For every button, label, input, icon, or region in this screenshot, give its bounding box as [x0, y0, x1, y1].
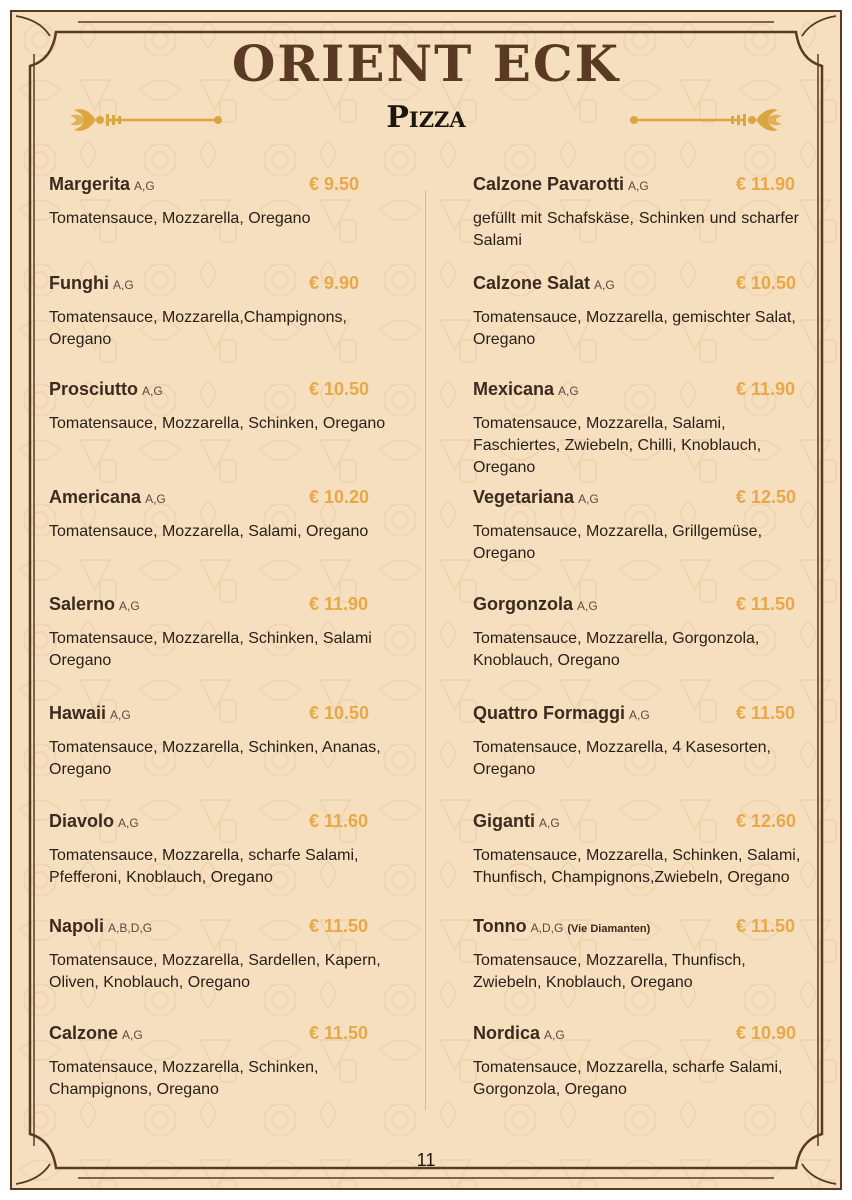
menu-item [473, 594, 823, 672]
item-price: € 12.60 [736, 811, 797, 831]
item-name: Prosciutto [49, 379, 139, 399]
item-allergens: A,G [577, 599, 598, 613]
item-allergens: A,G [628, 179, 649, 193]
item-name: Quattro Formaggi [473, 703, 625, 723]
item-description: Tomatensauce, Mozzarella, Schinken, Champignons, Oregano [49, 1059, 319, 1098]
item-price: € 11.50 [309, 916, 369, 936]
menu-item [49, 811, 399, 889]
item-name: Hawaii [49, 703, 107, 723]
menu-item [49, 916, 399, 994]
item-description: Tomatensauce, Mozzarella, 4 Kasesorten, Oregano [473, 739, 771, 778]
menu-item [473, 916, 823, 994]
item-allergens: A,G [142, 384, 163, 398]
item-price: € 10.90 [736, 1023, 797, 1043]
item-price: € 10.50 [309, 379, 370, 399]
item-name: Nordica [473, 1023, 541, 1043]
item-name: Calzone [49, 1023, 119, 1043]
item-allergens: A,G [134, 179, 155, 193]
menu-item [473, 487, 823, 565]
menu-item [473, 1023, 823, 1101]
item-allergens: A,G [122, 1028, 143, 1042]
item-allergens: A,G [558, 384, 579, 398]
item-allergens: A,G [539, 816, 560, 830]
item-name: Calzone Pavarotti [473, 174, 625, 194]
item-price: € 11.90 [736, 174, 796, 194]
item-description: Tomatensauce, Mozzarella, Schinken, Salami Oregano [49, 630, 372, 669]
menu-item [49, 379, 399, 435]
item-name: Vegetariana [473, 487, 575, 507]
item-name: Giganti [473, 811, 535, 831]
item-allergens: A,G [544, 1028, 565, 1042]
item-name: Gorgonzola [473, 594, 573, 614]
item-allergens: A,G [578, 492, 599, 506]
item-price: € 11.50 [736, 916, 796, 936]
item-price: € 11.90 [309, 594, 369, 614]
item-allergens: A,G [145, 492, 166, 506]
item-allergens: A,G [110, 708, 131, 722]
item-description: Tomatensauce, Mozzarella, Thunfisch, Zwiebeln, Knoblauch, Oregano [473, 952, 746, 991]
item-price: € 10.50 [309, 703, 370, 723]
section-title: Pizza [386, 100, 466, 135]
item-description: Tomatensauce, Mozzarella, scharfe Salami, Gorgonzola, Oregano [473, 1059, 783, 1098]
item-allergens: A,G [118, 816, 139, 830]
item-description: Tomatensauce, Mozzarella, Salami, Oregano [49, 523, 369, 540]
item-name: Funghi [49, 273, 109, 293]
item-name: Tonno [473, 916, 527, 936]
menu-item [473, 174, 823, 252]
item-allergens: A,G [119, 599, 140, 613]
item-description: Tomatensauce, Mozzarella, Grillgemüse, Oregano [473, 523, 763, 562]
menu-item [49, 174, 399, 230]
menu-item [473, 379, 823, 479]
item-description: Tomatensauce, Mozzarella, scharfe Salami, Pfefferoni, Knoblauch, Oregano [49, 847, 359, 886]
item-description: gefüllt mit Schafskäse, Schinken und scharfer Salami [473, 210, 799, 249]
item-name: Mexicana [473, 379, 555, 399]
column-divider [425, 190, 426, 1110]
item-allergens: A,B,D,G [108, 921, 153, 935]
item-allergens: A,G [112, 278, 134, 292]
item-name: Napoli [49, 916, 105, 936]
menu-item [49, 273, 399, 351]
item-description: Tomatensauce, Mozzarella, Sardellen, Kapern, Oliven, Knoblauch, Oregano [49, 952, 381, 991]
menu-item [473, 811, 823, 889]
item-description: Tomatensauce, Mozzarella, Schinken, Salami, Thunfisch, Champignons,Zwiebeln, Oregano [473, 847, 801, 886]
menu-item [473, 273, 823, 351]
menu-item [49, 703, 399, 781]
menu-item [49, 594, 399, 672]
item-price: € 9.90 [309, 273, 360, 293]
item-name: Diavolo [49, 811, 115, 831]
item-allergens: A,G [594, 278, 615, 292]
item-price: € 12.50 [736, 487, 797, 507]
item-name: Salerno [49, 594, 116, 614]
menu-item [49, 487, 399, 543]
menu-page [10, 10, 842, 1190]
item-name: Americana [49, 487, 142, 507]
item-allergens: A,D,G [530, 921, 564, 935]
item-name: Calzone Salat [473, 273, 591, 293]
item-description: Tomatensauce, Mozzarella, Schinken, Oregano [49, 415, 386, 432]
item-price: € 11.60 [309, 811, 369, 831]
menu-item [49, 1023, 399, 1101]
item-description: Tomatensauce, Mozzarella,Champignons, Oregano [49, 309, 347, 348]
item-allergens: A,G [629, 708, 650, 722]
menu-item [473, 703, 823, 781]
ornament-left-icon [66, 102, 226, 138]
restaurant-title: ORIENT ECK [231, 34, 621, 93]
item-description: Tomatensauce, Mozzarella, Salami, Faschiertes, Zwiebeln, Chilli, Knoblauch, Oregano [473, 415, 762, 476]
item-description: Tomatensauce, Mozzarella, gemischter Salat, Oregano [473, 309, 796, 348]
item-price: € 11.50 [309, 1023, 369, 1043]
item-description: Tomatensauce, Mozzarella, Gorgonzola, Knoblauch, Oregano [473, 630, 760, 669]
item-price: € 11.50 [736, 703, 796, 723]
item-price: € 10.50 [736, 273, 797, 293]
item-price: € 11.50 [736, 594, 796, 614]
item-note: (Vie Diamanten) [567, 923, 651, 935]
ornament-right-icon [626, 102, 786, 138]
page-number: 11 [416, 1150, 436, 1170]
item-price: € 9.50 [309, 174, 360, 194]
item-price: € 11.90 [736, 379, 796, 399]
item-name: Margerita [49, 174, 131, 194]
item-description: Tomatensauce, Mozzarella, Oregano [49, 210, 311, 227]
item-price: € 10.20 [309, 487, 370, 507]
item-description: Tomatensauce, Mozzarella, Schinken, Ananas, Oregano [49, 739, 381, 778]
